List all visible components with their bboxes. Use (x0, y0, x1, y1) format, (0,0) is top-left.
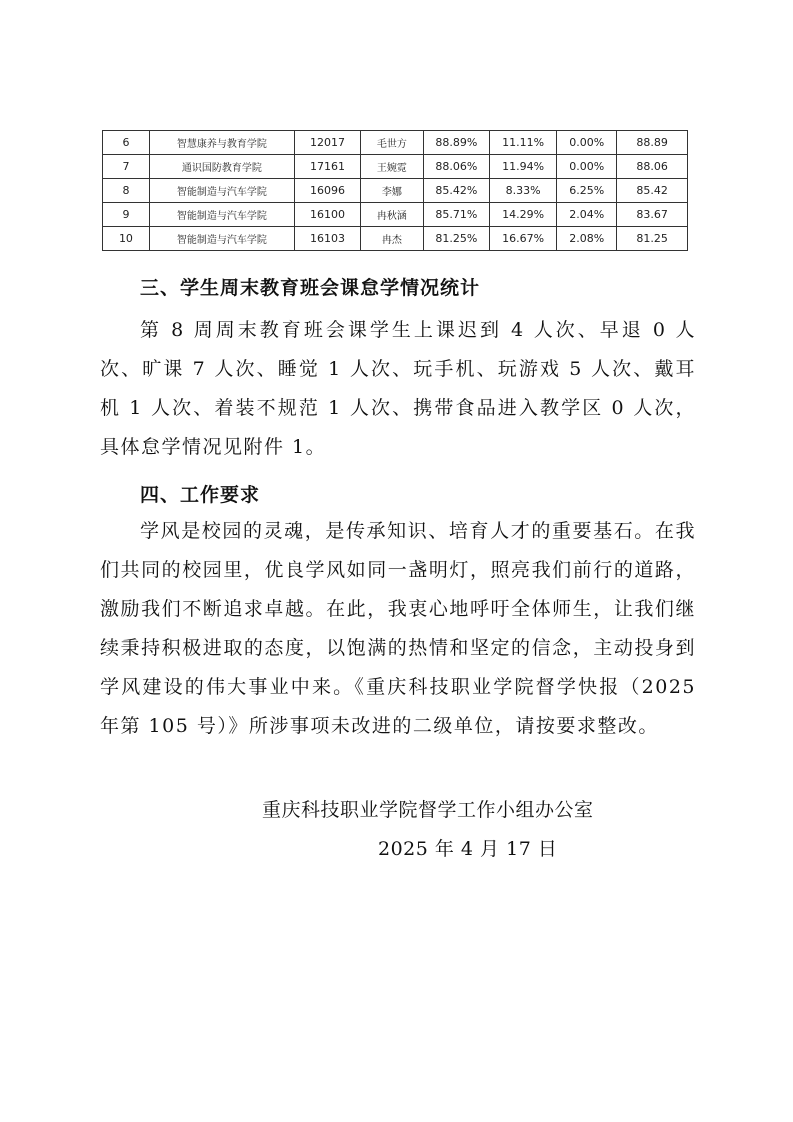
college-cell: 智能制造与汽车学院 (149, 179, 294, 203)
teacher-cell: 冉秋涵 (360, 203, 423, 227)
college-cell: 智慧康养与教育学院 (149, 131, 294, 155)
rate-cell-2: 16.67% (490, 227, 557, 251)
rate-cell-2: 8.33% (490, 179, 557, 203)
section-3-heading: 三、学生周末教育班会课怠学情况统计 (140, 277, 481, 299)
rate-cell-2: 11.11% (490, 131, 557, 155)
rate-cell-2: 11.94% (490, 155, 557, 179)
rate-cell-1: 88.06% (423, 155, 489, 179)
signature-organization: 重庆科技职业学院督学工作小组办公室 (262, 799, 594, 821)
score-cell: 88.89 (617, 131, 688, 155)
class-cell: 17161 (294, 155, 360, 179)
ranking-table (102, 130, 688, 251)
score-cell: 85.42 (617, 179, 688, 203)
section-4-paragraph: 学风是校园的灵魂，是传承知识、培育人才的重要基石。在我们共同的校园里，优良学风如同一盏明灯，照亮我们前行的道路，激励我们不断追求卓越。在此，我衷心地呼吁全体师生，让我们继续秉持积极进取的态度，以饱满的热情和坚定的信念，主动投身到学风建设的伟大事业中来。《重庆科技职业学院督学快报（2025 年第 105 号）》所涉事项未改进的二级单位，请按要求整改。 (100, 520, 696, 737)
rate-cell-3: 0.00% (557, 155, 617, 179)
rank-cell: 7 (103, 155, 150, 179)
class-cell: 12017 (294, 131, 360, 155)
rate-cell-3: 6.25% (557, 179, 617, 203)
rate-cell-3: 2.04% (557, 203, 617, 227)
college-cell: 通识国防教育学院 (149, 155, 294, 179)
teacher-cell: 王婉霓 (360, 155, 423, 179)
rank-cell: 10 (103, 227, 150, 251)
rate-cell-3: 0.00% (557, 131, 617, 155)
college-cell: 智能制造与汽车学院 (149, 227, 294, 251)
score-cell: 88.06 (617, 155, 688, 179)
score-cell: 83.67 (617, 203, 688, 227)
rank-cell: 8 (103, 179, 150, 203)
rank-cell: 9 (103, 203, 150, 227)
signature-date: 2025 年 4 月 17 日 (378, 838, 558, 860)
table-row (103, 131, 688, 155)
score-cell: 81.25 (617, 227, 688, 251)
section-4-heading: 四、工作要求 (140, 484, 261, 506)
table-row (103, 203, 688, 227)
rate-cell-2: 14.29% (490, 203, 557, 227)
table-row (103, 227, 688, 251)
rank-cell: 6 (103, 131, 150, 155)
rate-cell-3: 2.08% (557, 227, 617, 251)
teacher-cell: 冉杰 (360, 227, 423, 251)
teacher-cell: 李娜 (360, 179, 423, 203)
rate-cell-1: 88.89% (423, 131, 489, 155)
table-row (103, 155, 688, 179)
rate-cell-1: 81.25% (423, 227, 489, 251)
class-cell: 16096 (294, 179, 360, 203)
class-cell: 16100 (294, 203, 360, 227)
rate-cell-1: 85.42% (423, 179, 489, 203)
teacher-cell: 毛世方 (360, 131, 423, 155)
rate-cell-1: 85.71% (423, 203, 489, 227)
class-cell: 16103 (294, 227, 360, 251)
table-row (103, 179, 688, 203)
college-cell: 智能制造与汽车学院 (149, 203, 294, 227)
ranking-table-body (103, 131, 688, 251)
section-3-paragraph: 第 8 周周末教育班会课学生上课迟到 4 人次、早退 0 人次、旷课 7 人次、睡觉 1 人次、玩手机、玩游戏 5 人次、戴耳机 1 人次、着装不规范 1 人次、携带食品进入教学区 0 人次，具体怠学情况见附件 1。 (100, 319, 696, 458)
